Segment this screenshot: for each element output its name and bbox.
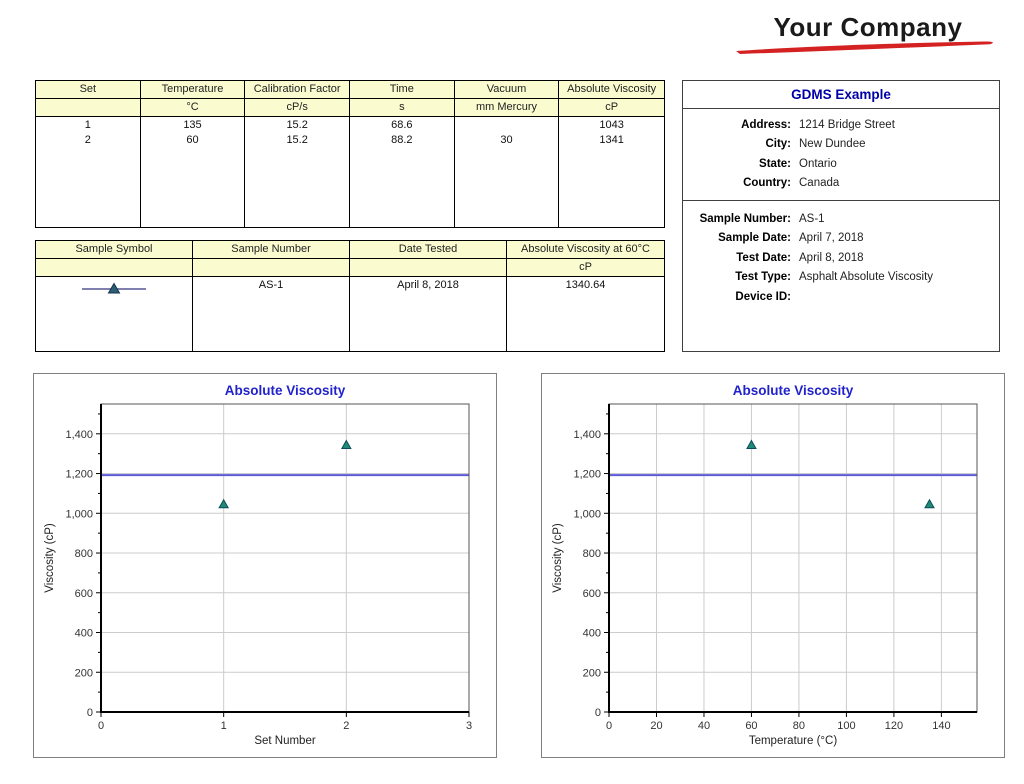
- y-tick-label: 0: [86, 707, 93, 719]
- y-tick-label: 0: [594, 707, 601, 719]
- table-header-unit: [193, 259, 350, 277]
- table-body-column: [350, 117, 455, 227]
- y-tick-label: 1,200: [573, 468, 601, 481]
- logo-swoosh-icon: [734, 39, 1000, 55]
- plot-frame: [609, 404, 977, 712]
- table-body-column: [350, 277, 507, 351]
- info-field-value: April 7, 2018: [799, 232, 864, 245]
- x-tick-label: 100: [837, 720, 856, 732]
- table-cell-value: 1: [84, 119, 91, 131]
- x-axis-label: Temperature (°C): [748, 735, 838, 747]
- info-field-value: Ontario: [799, 157, 837, 170]
- set-results-table: [35, 80, 665, 228]
- table-header-name: Calibration Factor: [245, 81, 350, 99]
- table-header-unit: cP: [559, 99, 664, 117]
- y-tick-label: 1,400: [65, 428, 93, 441]
- info-panel-title: GDMS Example: [683, 81, 999, 109]
- info-field-label: Test Type:: [735, 271, 791, 284]
- table-cell-value: 30: [500, 134, 513, 146]
- y-tick-label: 1,000: [65, 508, 93, 521]
- table-cell-value: 15.2: [286, 134, 308, 146]
- table-cell-value: 1043: [599, 119, 624, 131]
- info-field-label: Country:: [743, 177, 791, 190]
- info-sample-block: [683, 203, 999, 311]
- x-tick-label: 80: [792, 720, 806, 732]
- info-field-label: Sample Date:: [718, 232, 791, 245]
- info-field-row: [683, 135, 999, 155]
- table-header-unit: [350, 259, 507, 277]
- y-tick-label: 200: [74, 667, 93, 680]
- info-field-label: State:: [759, 157, 791, 170]
- info-field-value: Canada: [799, 177, 840, 190]
- x-tick-label: 0: [605, 720, 613, 732]
- table-header-unit: mm Mercury: [455, 99, 560, 117]
- info-field-label: Sample Number:: [699, 212, 791, 225]
- info-panel: [682, 80, 1000, 352]
- y-tick-label: 400: [74, 627, 93, 640]
- table-cell-value: 60: [186, 134, 199, 146]
- chart-panel-set-number: [33, 373, 497, 758]
- info-field-value: New Dundee: [799, 138, 866, 151]
- y-tick-label: 200: [582, 667, 601, 680]
- company-logo: [740, 12, 996, 56]
- info-field-row: [683, 115, 999, 135]
- table-cell-value: 2: [84, 134, 91, 146]
- table-header-name: Vacuum: [455, 81, 560, 99]
- info-field-value: AS-1: [799, 212, 825, 225]
- swoosh-shape: [736, 41, 993, 54]
- table-cell-value: 135: [183, 119, 202, 131]
- table-header-unit: cP/s: [245, 99, 350, 117]
- info-field-label: Address:: [741, 118, 791, 131]
- table-body-column: [245, 117, 350, 227]
- table-cell-value: 1340.64: [565, 279, 606, 291]
- x-tick-label: 2: [343, 720, 350, 732]
- table-cell-value: [455, 118, 559, 133]
- y-tick-label: 400: [582, 627, 601, 640]
- viscosity-vs-temperature-chart: [542, 374, 1004, 757]
- data-point-marker: [747, 441, 756, 449]
- table-header-unit: s: [350, 99, 455, 117]
- table-header-name: Sample Number: [193, 241, 350, 259]
- info-field-label: Device ID:: [735, 290, 791, 303]
- info-field-row: [683, 154, 999, 174]
- y-tick-label: 600: [74, 587, 93, 600]
- info-field-value: 1214 Bridge Street: [799, 118, 895, 131]
- x-tick-label: 40: [697, 720, 711, 732]
- y-tick-label: 1,400: [573, 428, 601, 441]
- chart-title: Absolute Viscosity: [224, 383, 346, 398]
- company-logo-text: Your Company: [773, 12, 963, 42]
- x-tick-label: 0: [97, 720, 105, 732]
- info-field-row: [683, 268, 999, 288]
- table-body-column: [141, 117, 246, 227]
- table-header-name: Sample Symbol: [36, 241, 193, 259]
- table-header-unit: [36, 99, 141, 117]
- x-tick-label: 140: [932, 720, 951, 732]
- chart-panel-temperature: [541, 373, 1005, 758]
- data-point-marker: [342, 441, 351, 449]
- info-address-block: [683, 109, 999, 197]
- data-point-marker: [925, 500, 934, 508]
- table-body-column: [193, 277, 350, 351]
- y-tick-label: 800: [74, 548, 93, 561]
- table-body-column: [36, 117, 141, 227]
- x-tick-label: 120: [884, 720, 904, 732]
- y-tick-label: 800: [582, 548, 601, 561]
- info-field-value: Asphalt Absolute Viscosity: [799, 271, 934, 284]
- x-tick-label: 3: [465, 720, 473, 732]
- x-tick-label: 60: [745, 720, 758, 732]
- table-cell-value: 1341: [599, 134, 624, 146]
- y-tick-label: 1,000: [573, 508, 601, 521]
- table-header-unit: [36, 259, 193, 277]
- sample-symbol-icon: [81, 282, 147, 295]
- info-field-row: [683, 248, 999, 268]
- info-field-row: [683, 229, 999, 249]
- table-body-column: [507, 277, 664, 351]
- table-cell-value: AS-1: [258, 279, 284, 291]
- sample-summary-table: [35, 240, 665, 352]
- info-field-row: [683, 287, 999, 307]
- table-header-name: Date Tested: [350, 241, 507, 259]
- info-field-value: April 8, 2018: [799, 251, 864, 264]
- info-field-row: [683, 209, 999, 229]
- info-field-label: Test Date:: [736, 251, 791, 264]
- table-header-name: Temperature: [141, 81, 246, 99]
- viscosity-vs-set-chart: [34, 374, 496, 757]
- table-header-unit: °C: [141, 99, 246, 117]
- table-cell-value: 15.2: [286, 119, 308, 131]
- table-cell-value: April 8, 2018: [397, 279, 459, 291]
- table-header-name: Absolute Viscosity at 60°C: [507, 241, 664, 259]
- x-tick-label: 1: [220, 720, 227, 732]
- data-point-marker: [219, 500, 228, 508]
- y-tick-label: 600: [582, 587, 601, 600]
- plot-frame: [101, 404, 469, 712]
- x-axis-label: Set Number: [254, 735, 316, 747]
- table-header-name: Absolute Viscosity: [559, 81, 664, 99]
- chart-title: Absolute Viscosity: [732, 383, 854, 398]
- y-axis-label: Viscosity (cP): [552, 523, 564, 593]
- table-header-name: Set: [36, 81, 141, 99]
- table-header-name: Time: [350, 81, 455, 99]
- table-cell-value: 68.6: [391, 119, 413, 131]
- table-body-column: [455, 117, 560, 227]
- sample-symbol-cell: [36, 278, 192, 295]
- info-field-label: City:: [765, 138, 791, 151]
- table-body-column: [36, 277, 193, 351]
- table-header-unit: cP: [507, 259, 664, 277]
- table-cell-value: 88.2: [391, 134, 413, 146]
- y-axis-label: Viscosity (cP): [44, 523, 56, 593]
- divider: [683, 200, 999, 201]
- info-field-row: [683, 174, 999, 194]
- y-tick-label: 1,200: [65, 468, 93, 481]
- table-body-column: [559, 117, 664, 227]
- x-tick-label: 20: [650, 720, 663, 732]
